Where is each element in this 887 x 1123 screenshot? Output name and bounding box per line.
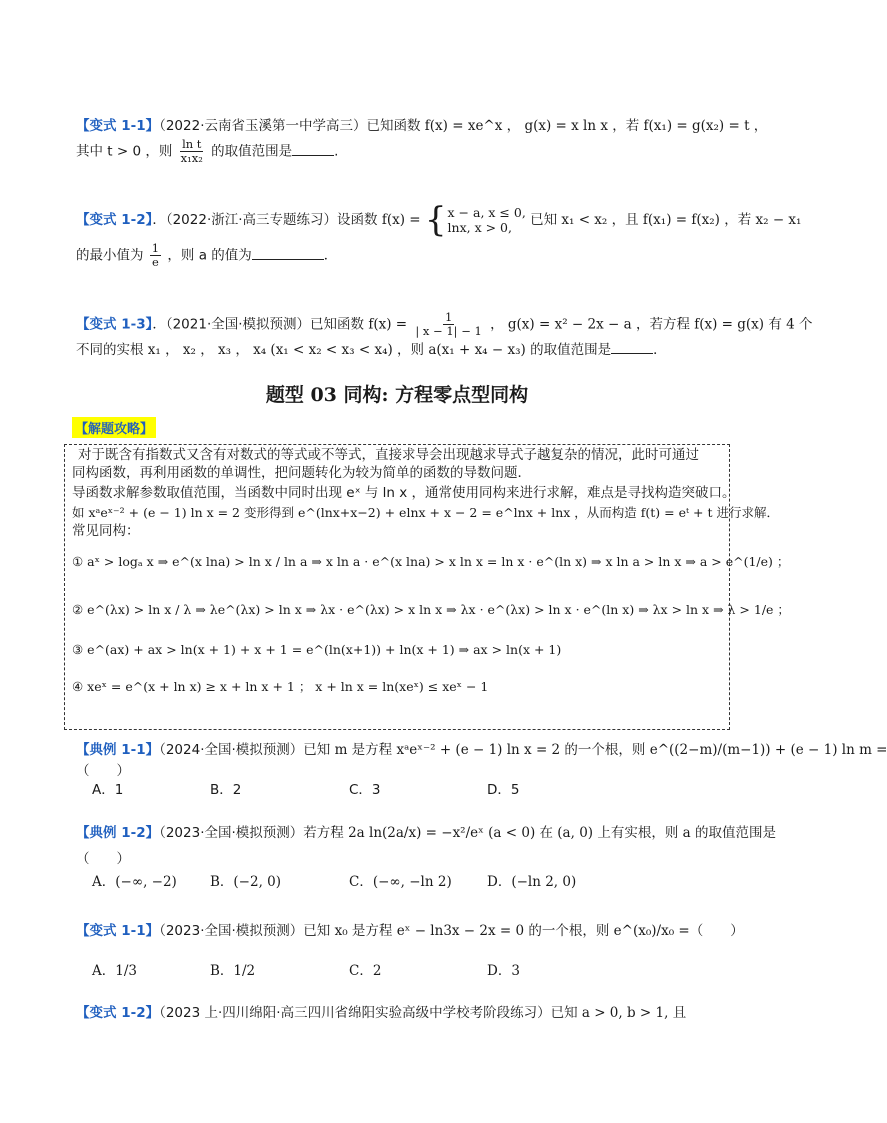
variant-1-3-line-1 (76, 311, 813, 338)
denominator: e (152, 255, 159, 269)
option-a: A．1/3 (92, 963, 137, 979)
option-b: B．2 (210, 782, 242, 798)
problem-text: 不同的实根 x₁ ， x₂ ， x₃ ， x₄ (x₁ < x₂ < x₃ < x₄) ，则 a(x₁ + x₄ − x₃) 的取值范围是 (76, 342, 612, 358)
variant-1-1-line-2 (76, 138, 338, 165)
problem-text: 已知 a > 0, b > 1, 且 (550, 1005, 687, 1021)
fraction (413, 311, 483, 338)
punct: . (334, 143, 339, 160)
piecewise-function (424, 200, 526, 240)
denominator: x₁x₂ (180, 151, 203, 165)
problem-text: 设函数 f(x) = (337, 212, 421, 228)
formula-4: ④ xeˣ = e^(x + ln x) ≥ x + ln x + 1 ； x + ln x = ln(xeˣ) ≤ xeˣ − 1 (72, 679, 489, 694)
example-tag: 【典例 1-2】 (76, 825, 160, 841)
variant-tag: 【变式 1-3】 (76, 316, 153, 333)
strategy-para-4: 如 xᵃeˣ⁻² + (e − 1) ln x = 2 变形得到 e^(lnx+x−2) + elnx + x − 2 = e^lnx + lnx ，从而构造 f(t) = eᵗ + t 进行求解． (72, 505, 779, 520)
answer-blank (611, 341, 653, 354)
problem-text: 已知 x₀ 是方程 eˣ − ln3x − 2x = 0 的一个根，则 e^(x₀)/x₀ =（ ） (303, 923, 744, 939)
numerator: 1 (444, 310, 453, 324)
punct: ． (653, 342, 667, 358)
section-title: 题型 03 同构: 方程零点型同构 (265, 384, 529, 406)
numerator: 1 (151, 241, 160, 255)
problem-text: 的取值范围是 (211, 143, 293, 160)
strategy-para-3: 导函数求解参数取值范围，当函数中同时出现 eˣ 与 ln x ，通常使用同构来进行求解，难点是寻找构造突破口。 (72, 485, 736, 501)
case-1: x − a, x ≤ 0, (447, 205, 526, 220)
option-a: A．(−∞, −2) (92, 874, 177, 890)
example-tag: 【典例 1-1】 (76, 742, 160, 758)
strategy-para-5: 常见同构： (72, 523, 140, 539)
option-c: C．2 (349, 963, 382, 979)
left-brace: { (424, 200, 447, 240)
problem-text: 已知函数 f(x) = (310, 316, 408, 333)
variant-1-2-line-2 (76, 242, 337, 269)
option-c: C．(−∞, −ln 2) (349, 874, 452, 890)
option-b: B．(−2, 0) (210, 874, 282, 890)
variant-2-1-line-1 (76, 922, 744, 940)
source: （2024·全国·模拟预测） (159, 742, 304, 758)
answer-blank (252, 247, 324, 260)
variant-2-2-line-1 (76, 1004, 686, 1022)
source: （2022·云南省玉溪第一中学高三） (159, 118, 367, 134)
problem-text: 的最小值为 (76, 247, 144, 264)
denominator: | x − 1| − 1 (415, 324, 482, 338)
problem-text: 已知 m 是方程 xᵃeˣ⁻² + (e − 1) ln x = 2 的一个根，则 e^((2−m)/(m−1)) + (e − 1) ln m = (303, 742, 887, 758)
problem-text: ， g(x) = x² − 2x − a ，若方程 f(x) = g(x) 有 4 个 (490, 316, 813, 333)
option-d: D．5 (487, 782, 520, 798)
problem-text: ，则 a 的值为 (167, 247, 252, 264)
example-1-2-line-1 (76, 824, 776, 842)
problem-text: 已知函数 f(x) = xe^x ， g(x) = x ln x ，若 f(x₁) = g(x₂) = t ， (366, 118, 768, 134)
source: （2023·全国·模拟预测） (159, 825, 304, 841)
source: （2023·全国·模拟预测） (159, 923, 304, 939)
formula-1: ① aˣ > logₐ x ⇒ e^(x lna) > ln x / ln a ⇒ x ln a · e^(x lna) > x ln x = ln x · e^(ln x) ⇒ x ln a > ln x ⇒ a > e^(1/e) ； (72, 554, 790, 569)
fraction (179, 138, 205, 165)
option-a: A．1 (92, 782, 124, 798)
case-2: lnx, x > 0, (447, 220, 512, 235)
variant-1-3-line-2 (76, 341, 667, 359)
strategy-para-1: 对于既含有指数式又含有对数式的等式或不等式，直接求导会出现越求导式子越复杂的情况，此时可通过 (78, 447, 699, 463)
fraction (150, 242, 161, 269)
formula-2: ② e^(λx) > ln x / λ ⇒ λe^(λx) > ln x ⇒ λx · e^(λx) > x ln x ⇒ λx · e^(λx) > ln x · e^(ln x) ⇒ λx > ln x ⇒ λ > 1/e ； (72, 602, 790, 617)
numerator: ln t (182, 137, 202, 151)
answer-blank (292, 143, 334, 156)
variant-1-1-line-1 (76, 117, 767, 135)
answer-parens: （ ） (76, 851, 130, 867)
problem-text: 其中 t > 0 ，则 (76, 143, 173, 160)
option-d: D．(−ln 2, 0) (487, 874, 577, 890)
source: ．（2022·浙江·高三专题练习） (152, 212, 338, 228)
formula-3: ③ e^(ax) + ax > ln(x + 1) + x + 1 = e^(ln(x+1)) + ln(x + 1) ⇒ ax > ln(x + 1) (72, 642, 562, 657)
example-1-1-line-1 (76, 741, 887, 759)
variant-tag: 【变式 1-2】 (76, 1005, 160, 1021)
variant-tag: 【变式 1-2】 (76, 212, 153, 228)
option-b: B．1/2 (210, 963, 256, 979)
variant-tag: 【变式 1-1】 (76, 923, 160, 939)
answer-parens: （ ） (76, 763, 130, 779)
source: ．（2021·全国·模拟预测） (152, 316, 311, 333)
strategy-para-2: 同构函数，再利用函数的单调性，把问题转化为较为简单的函数的导数问题． (72, 465, 531, 481)
punct: ． (323, 247, 338, 264)
option-c: C．3 (349, 782, 381, 798)
strategy-badge: 【解题攻略】 (72, 417, 156, 438)
problem-text: 若方程 2a ln(2a/x) = −x²/eˣ (a < 0) 在 (a, 0) 上有实根，则 a 的取值范围是 (303, 825, 776, 841)
variant-tag: 【变式 1-1】 (76, 118, 160, 134)
variant-1-2-line-1 (76, 200, 802, 240)
problem-text: 已知 x₁ < x₂ ，且 f(x₁) = f(x₂) ，若 x₂ − x₁ (530, 212, 802, 228)
source: （2023 上·四川绵阳·高三四川省绵阳实验高级中学校考阶段练习） (159, 1005, 551, 1021)
option-d: D．3 (487, 963, 520, 979)
